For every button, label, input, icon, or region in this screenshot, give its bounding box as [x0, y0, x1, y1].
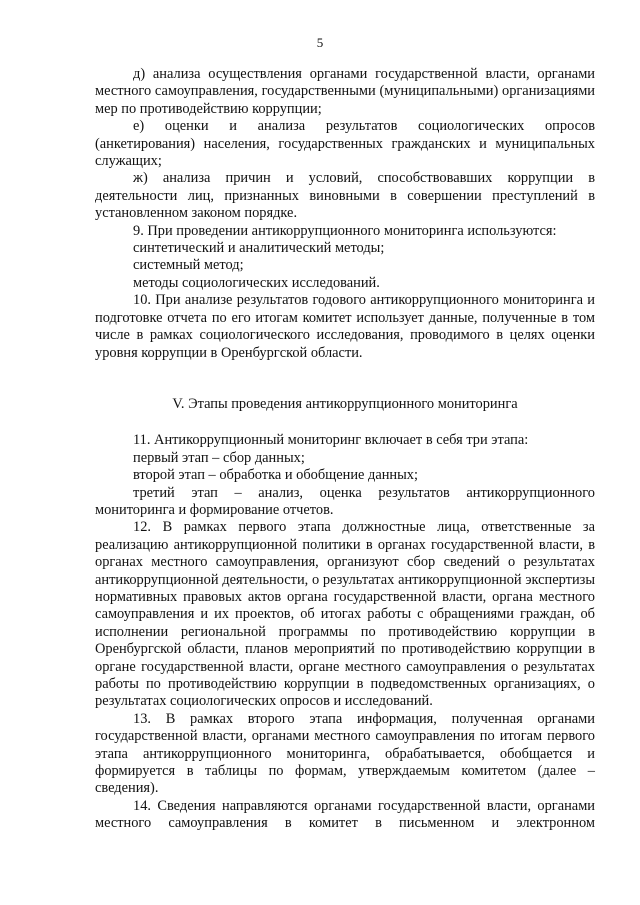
paragraph-e: е) оценки и анализа результатов социологических опросов (анкетирования) населения, государственных гражданских и муниципальных служащих; [95, 118, 595, 170]
paragraph-9: 9. При проведении антикоррупционного мониторинга используются: [133, 222, 557, 239]
paragraph-d: д) анализа осуществления органами государственной власти, органами местного самоуправления, государственными (муниципальными) организациями мер по противодействию коррупции; [95, 66, 595, 117]
paragraph-11: 11. Антикоррупционный мониторинг включает в себя три этапа: [133, 432, 529, 449]
paragraph-10: 10. При анализе результатов годового антикоррупционного мониторинга и подготовке отчета по его итогам комитет использует данные, полученные в том числе в рамках социологического исследования, проводимого в целях оценки уровня коррупции в Оренбургской области. [95, 292, 595, 361]
paragraph-13: 13. В рамках второго этапа информация, полученная органами государственной власти, органами местного самоуправления по итогам первого этапа антикоррупционного мониторинга, обрабатывается, обобщается и формируется в таблицы по формам, утверждаемым комитетом (далее – сведения). [95, 710, 595, 797]
method-item: синтетический и аналитический методы; [133, 240, 385, 257]
section-heading: V. Этапы проведения антикоррупционного мониторинга [172, 395, 518, 412]
stage-item: первый этап – сбор данных; [133, 449, 305, 466]
stage-item: второй этап – обработка и обобщение данных; [133, 467, 418, 484]
stage-item-3: третий этап – анализ, оценка результатов антикоррупционного мониторинга и формирование отчетов. [95, 484, 595, 518]
method-item: методы социологических исследований. [133, 274, 380, 291]
method-item: системный метод; [133, 257, 244, 274]
paragraph-zh: ж) анализа причин и условий, способствовавших коррупции в деятельности лиц, признанных виновными в совершении преступлений в установленном законом порядке. [95, 170, 595, 222]
document-body [95, 66, 595, 833]
paragraph-12: 12. В рамках первого этапа должностные лица, ответственные за реализацию антикоррупционной политики в органах государственной власти, в органах местного самоуправления, организуют сбор сведений о результатах антикоррупционной деятельности, о результатах антикоррупционной экспертизы нормативных правовых актов органа государственной власти, органа местного самоуправления и их проектов, об итогах работы с обращениями граждан, об исполнении региональной программы по противодействию коррупции в Оренбургской области, планов мероприятий по противодействию коррупции в органе государственной власти, органе местного самоуправления о результатах работы по противодействию коррупции в подведомственных организациях, о результатах социологических опросов и исследований. [95, 519, 595, 710]
paragraph-14: 14. Сведения направляются органами государственной власти, органами местного самоуправления в комитет в письменном и электронном [95, 797, 595, 832]
page-number: 5 [316, 35, 324, 50]
